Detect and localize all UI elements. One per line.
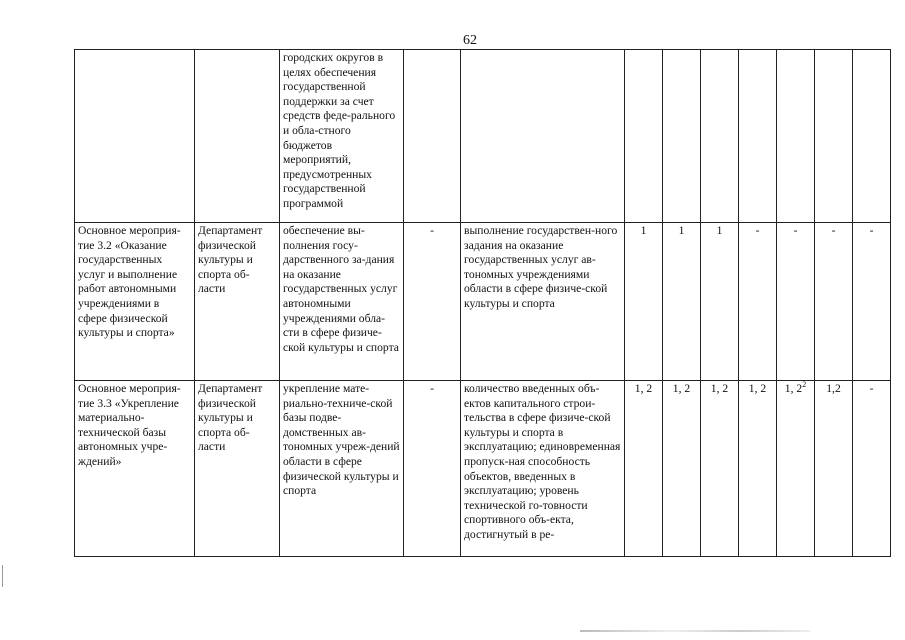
value-cell bbox=[777, 381, 815, 557]
indicator-cell: выполнение государствен-ного задания на оказание государственных услуг ав-тономных учреждениями области в сфере физиче-ской культуры и спорта bbox=[461, 223, 625, 381]
value-cell: 1 bbox=[701, 223, 739, 381]
value-cell: 1, 2 bbox=[739, 381, 777, 557]
value-cell: - bbox=[739, 223, 777, 381]
link-cell: - bbox=[404, 223, 461, 381]
value-cell bbox=[701, 50, 739, 223]
goal-cell: укрепление мате-риально-техниче-ской базы подве-домственных ав-тономных учреж-дений области в сфере физической культуры и спорта bbox=[280, 381, 404, 557]
value-cell bbox=[815, 50, 853, 223]
footnote-marker: 2 bbox=[802, 380, 807, 390]
value-cell: - bbox=[815, 223, 853, 381]
executor-cell bbox=[195, 50, 280, 223]
value-cell: 1, 2 bbox=[701, 381, 739, 557]
table-row bbox=[75, 223, 891, 381]
activity-cell: Основное мероприя-тие 3.2 «Оказание государственных услуг и выполнение работ автономными учреждениями в сфере физической культуры и спорта» bbox=[75, 223, 195, 381]
value-cell: - bbox=[853, 223, 891, 381]
value-cell bbox=[777, 50, 815, 223]
goal-cell: обеспечение вы-полнения госу-дарственного за-дания на оказание государственных услуг автономными учреждениями обла-сти в сфере физиче-ской культуры и спорта bbox=[280, 223, 404, 381]
value-cell: - bbox=[853, 381, 891, 557]
value-cell bbox=[625, 50, 663, 223]
table-row bbox=[75, 381, 891, 557]
value-cell: 1,2 bbox=[815, 381, 853, 557]
link-cell bbox=[404, 50, 461, 223]
value-cell: 1 bbox=[625, 223, 663, 381]
activity-cell: Основное мероприя-тие 3.3 «Укрепление материально-технической базы автономных учре-ждений» bbox=[75, 381, 195, 557]
value-cell bbox=[853, 50, 891, 223]
link-cell: - bbox=[404, 381, 461, 557]
value-cell bbox=[663, 50, 701, 223]
page-number: 62 bbox=[463, 33, 477, 48]
value-cell: 1, 2 bbox=[625, 381, 663, 557]
executor-cell: Департамент физической культуры и спорта об-ласти bbox=[195, 381, 280, 557]
goal-cell: городских округов в целях обеспечения государственной поддержки за счет средств феде-рального и обла-стного бюджетов мероприятий, предусмотренных государственной программой bbox=[280, 50, 404, 223]
value-cell: - bbox=[777, 223, 815, 381]
executor-cell: Департамент физической культуры и спорта об-ласти bbox=[195, 223, 280, 381]
scan-smudge bbox=[580, 630, 810, 632]
program-activities-table bbox=[74, 49, 891, 557]
value-cell: 1, 2 bbox=[663, 381, 701, 557]
value-cell: 1 bbox=[663, 223, 701, 381]
value-cell bbox=[739, 50, 777, 223]
table-row bbox=[75, 50, 891, 223]
indicator-cell: количество введенных объ-ектов капитального строи-тельства в сфере физиче-ской культуры и спорта в эксплуатацию; единовременная пропуск-ная способность объектов, введенных в эксплуатацию; уровень технической го-товности спортивного объ-екта, достигнутый в ре- bbox=[461, 381, 625, 557]
activity-cell bbox=[75, 50, 195, 223]
value-text: 1, 2 bbox=[784, 382, 803, 395]
indicator-cell bbox=[461, 50, 625, 223]
scan-edge-mark bbox=[2, 565, 3, 587]
